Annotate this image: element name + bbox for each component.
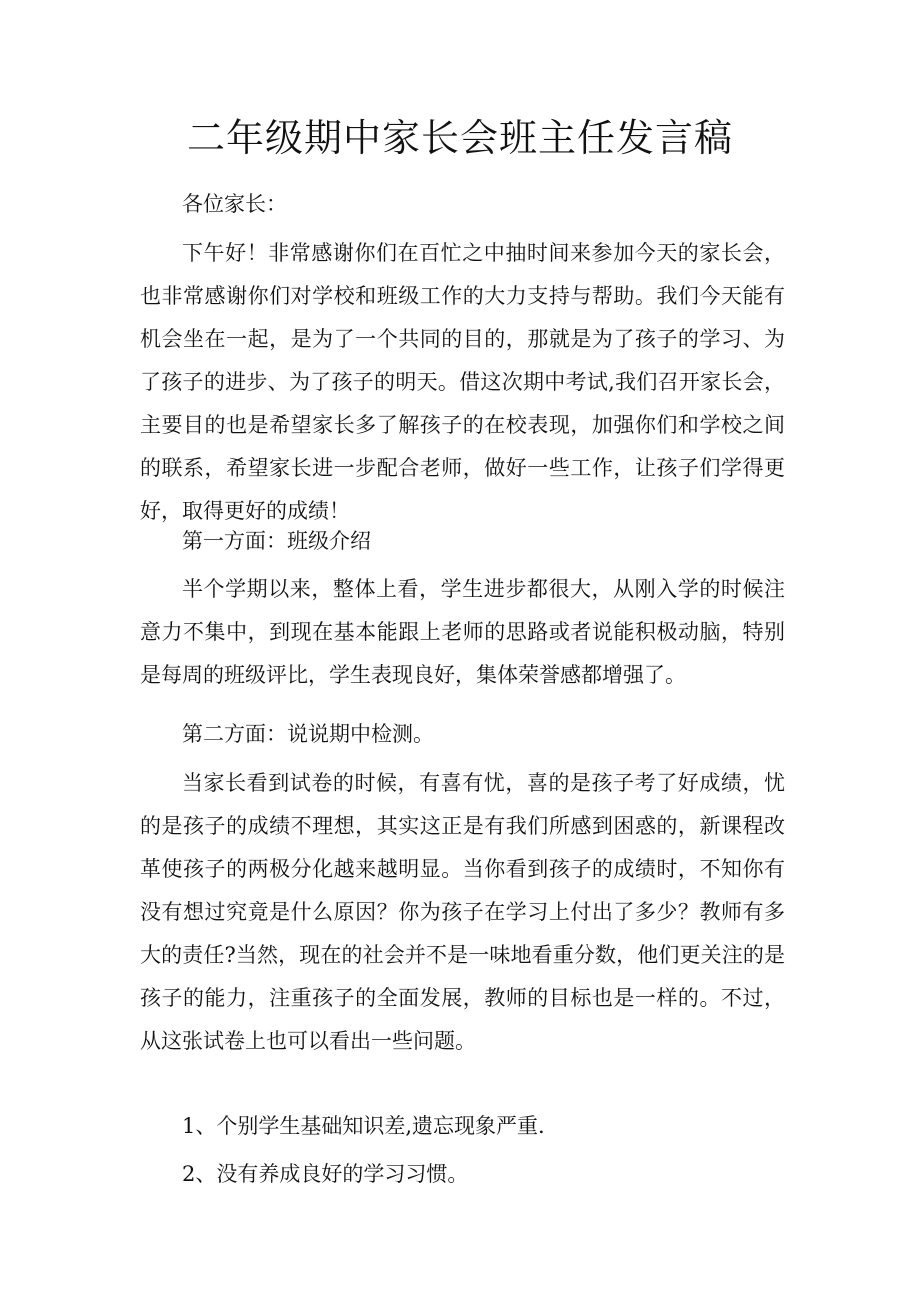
list-item-1: 1、个别学生基础知识差,遗忘现象严重. bbox=[182, 1114, 545, 1138]
paragraph-midterm-analysis: 当家长看到试卷的时候，有喜有忧，喜的是孩子考了好成绩，忧的是孩子的成绩不理想，其实这正是有我们所感到困惑的，新课程改革使孩子的两极分化越来越明显。当你看到孩子的成绩时，不知你有没有想过究竟是什么原因？你为孩子在学习上付出了多少？教师有多大的责任?当然，现在的社会并不是一味地看重分数，他们更关注的是孩子的能力，注重孩子的全面发展，教师的目标也是一样的。不过，从这张试卷上也可以看出一些问题。 bbox=[140, 771, 785, 1053]
list-item-2: 2、没有养成良好的学习习惯。 bbox=[182, 1162, 469, 1186]
greeting: 各位家长： bbox=[182, 192, 287, 216]
paragraph-class-progress: 半个学期以来，整体上看，学生进步都很大，从刚入学的时候注意力不集中，到现在基本能跟上老师的思路或者说能积极动脑，特别是每周的班级评比，学生表现良好，集体荣誉感都增强了。 bbox=[140, 577, 785, 687]
paragraph-intro: 下午好！非常感谢你们在百忙之中抽时间来参加今天的家长会，也非常感谢你们对学校和班级工作的大力支持与帮助。我们今天能有机会坐在一起，是为了一个共同的目的，那就是为了孩子的学习、为了孩子的进步、为了孩子的明天。借这次期中考试,我们召开家长会，主要目的也是希望家长多了解孩子的在校表现，加强你们和学校之间的联系，希望家长进一步配合老师，做好一些工作，让孩子们学得更好，取得更好的成绩！ bbox=[140, 241, 785, 523]
document-title: 二年级期中家长会班主任发言稿 bbox=[186, 116, 733, 160]
section-heading-midterm: 第二方面：说说期中检测。 bbox=[182, 722, 434, 746]
section-heading-class-intro: 第一方面：班级介绍 bbox=[182, 529, 371, 553]
